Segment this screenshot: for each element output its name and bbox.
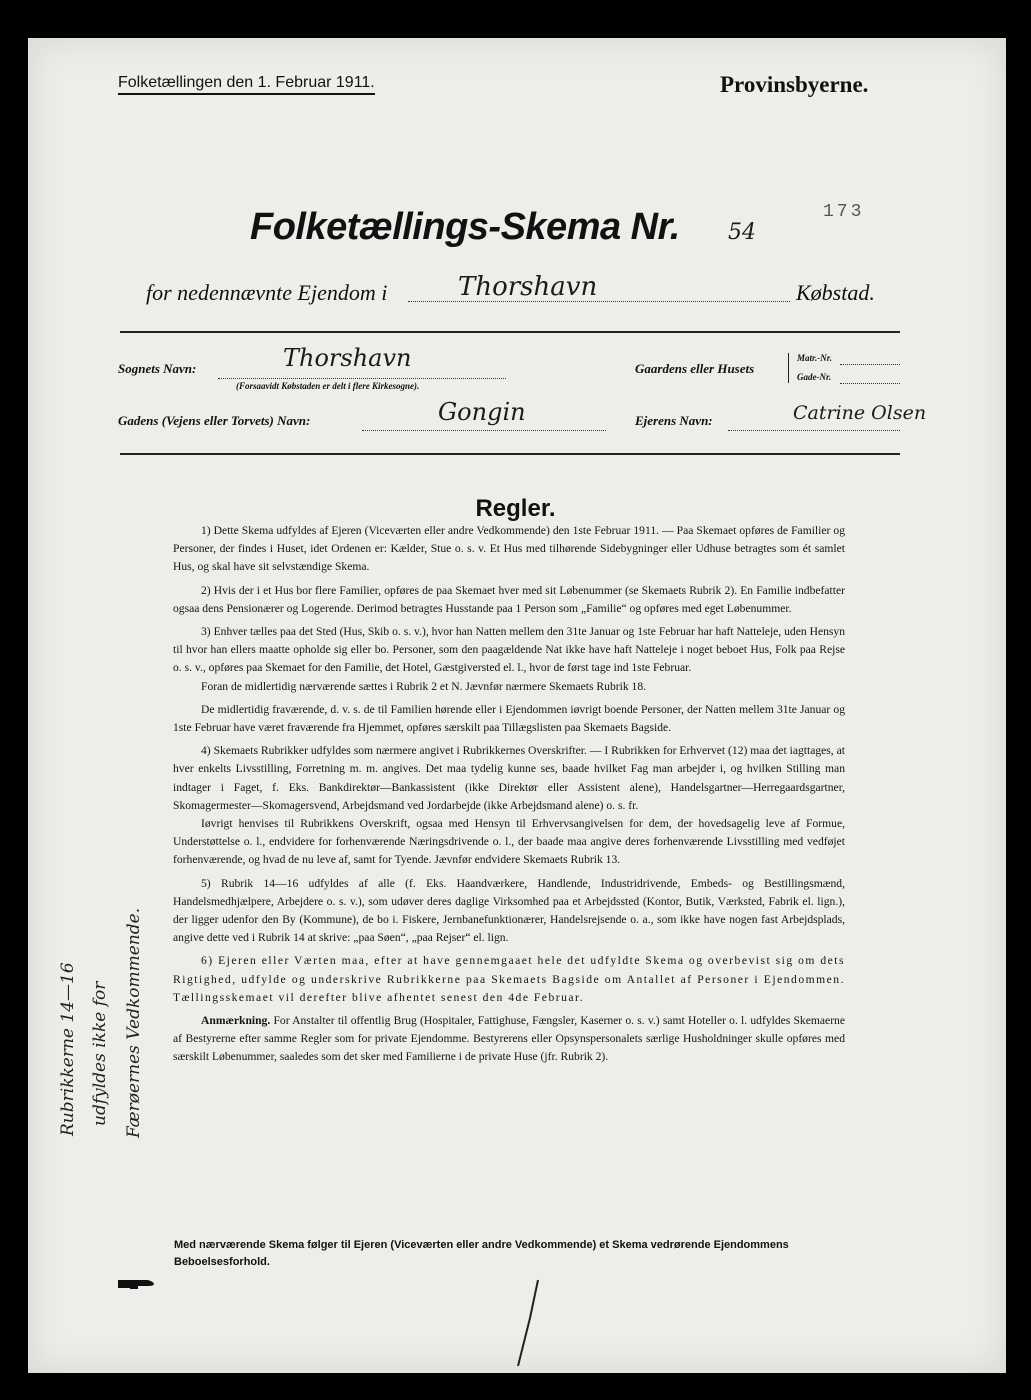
rule-4-continued: Iøvrigt henvises til Rubrikkens Overskrift, ogsaa med Hensyn til Erhvervsangivelsen for dem, der hovedsagelig leve af Formue, Understøttelse o. l., endvidere for forhenværende Næringsdrivende o. l., der baade maa angive deres forhenværende Livsstilling med vedføjet forhenværende, og hvad de nu leve af, samt for Tyende. Jævnfør endvidere Skemaets Rubrik 13.	[173, 817, 845, 867]
gade-nr-label: Gade-Nr.	[797, 372, 832, 382]
rule-4: 4) Skemaets Rubrikker udfyldes som nærmere angivet i Rubrikkernes Overskrifter. — I Rubrikken for Erhvervet (12) maa det iagttages, at hver enkelts Livsstilling, Forretning m. m. angives. Det maa tydelig kunne ses, baade hvilket Fag man arbejder i, og hvilken Stilling man indtager i Faget, f. Eks. Bankdirektør—Bankassistent (ikke Direktør eller Assistent alene), Handelsgartner—Herregaardsgartner, Skomagermester—Skomagersvend, Arbejdsmand ved Jordarbejde (ikke Arbejdsmand alene) o. s. fr.	[173, 744, 845, 812]
side-note-line-2: udfyldes ikke for	[90, 981, 110, 1126]
sogn-dotted-line	[218, 377, 506, 379]
rules-text	[173, 522, 845, 1072]
divider-top	[120, 331, 900, 333]
note-label: Anmærkning.	[201, 1014, 271, 1028]
sogn-label: Sognets Navn:	[118, 361, 197, 376]
gade-dotted-line	[362, 429, 606, 431]
ejer-dotted-line	[728, 429, 900, 431]
pen-mark	[508, 1278, 548, 1368]
rule-3: 3) Enhver tælles paa det Sted (Hus, Skib o. s. v.), hvor han Natten mellem den 31te Januar og 1ste Februar har haft Natteleje, uden Hensyn til hvor han ellers maatte opholde sig eller bo. Personer, som den paagældende Nat ikke have haft Natteleje i noget beboet Hus, Folk paa Rejse o. s. v., opføres paa Skemaet for den Familie, det Hotel, Gæstgiversted el. l., hvor de først tage ind 1ste Februar.	[173, 625, 845, 675]
gaard-label: Gaardens eller Husets	[635, 361, 755, 376]
note-text: For Anstalter til offentlig Brug (Hospitaler, Fattighuse, Fængsler, Kaserner o. s. v.) samt Hoteller o. l. udfyldes Skemaerne af Bestyrerne efter samme Regler som for private Ejendomme. Bestyrerens eller Opsynspersonalets særlige Husholdninger skulle opføres med særskilt Løbenummer, saaledes som det sker med Familierne i de private Huse (jfr. Rubrik 2).	[173, 1014, 845, 1064]
gade-nr-line	[840, 382, 900, 384]
matr-nr-line	[840, 363, 900, 365]
rule-3-n-note: Foran de midlertidig nærværende sættes i Rubrik 2 et N. Jævnfør nærmere Skemaets Rubrik 18.	[201, 679, 647, 693]
schema-number: 54	[728, 220, 756, 245]
pointing-hand-icon	[118, 1278, 156, 1290]
ejer-value: Catrine Olsen	[793, 402, 927, 424]
ejer-label: Ejerens Navn:	[635, 413, 713, 428]
sogn-note: (Forsaavidt Købstaden er delt i flere Kirkesogne).	[236, 381, 420, 391]
side-note-line-3: Færøernes Vedkommende.	[124, 907, 144, 1138]
rule-note	[173, 1012, 845, 1067]
rule-1: 1) Dette Skema udfyldes af Ejeren (Viceværten eller andre Vedkommende) den 1ste Februar 1911. — Paa Skemaet opføres de Familier og Personer, der findes i Huset, idet Ordenen er: Kælder, Stue o. s. v. Et Hus med tilhørende Sidebygninger eller Udhuse betragtes som ét samlet Hus, og skal have sit selvstændige Skema.	[173, 524, 845, 574]
gade-label: Gadens (Vejens eller Torvets) Navn:	[118, 413, 311, 428]
side-note-line-1: Rubrikkerne 14—16	[58, 962, 78, 1136]
footer-note: Med nærværende Skema følger til Ejeren (Viceværten eller andre Vedkommende) et Skema vedrørende Ejendommens Beboelsesforhold.	[174, 1239, 789, 1268]
ejendom-suffix: Købstad.	[796, 280, 875, 305]
census-date-header: Folketællingen den 1. Februar 1911.	[118, 74, 375, 95]
ejendom-label: for nedennævnte Ejendom i	[146, 280, 388, 305]
gade-value: Gongin	[438, 398, 526, 426]
form-title: Folketællings-Skema Nr.	[250, 206, 680, 248]
gaard-brace	[788, 353, 791, 383]
census-form-page	[28, 38, 1006, 1373]
sogn-value: Thorshavn	[283, 344, 412, 372]
page-stamp-number: 173	[823, 202, 865, 222]
matr-nr-label: Matr.-Nr.	[797, 353, 833, 363]
rule-2: 2) Hvis der i et Hus bor flere Familier, opføres de paa Skemaet hver med sit Løbenummer (se Skemaets Rubrik 2). En Familie indbefatter ogsaa dens Pensionærer og Logerende. Derimod betragtes Husstande paa 1 Person som „Familie“ og opføres med eget Løbenummer.	[173, 583, 845, 615]
rule-6: 6) Ejeren eller Værten maa, efter at have gennemgaaet hele det udfyldte Skema og overbevist sig om dets Rigtighed, udfylde og underskrive Rubrikkerne paa Skemaets Bagside om Antallet af Personer i Ejendommen. Tællingsskemaet vil derefter blive afhentet senest den 4de Februar.	[173, 954, 845, 1004]
rule-5: 5) Rubrik 14—16 udfyldes af alle (f. Eks. Haandværkere, Handlende, Industridrivende, Embeds- og Bestillingsmænd, Handelsmedhjælpere, Arbejdere o. s. v.), som udøver deres daglige Virksomhed paa et Arbejdssted (Kontor, Butik, Værksted, Fabrik el. lign.), der ligger udenfor den By (Kommune), de bo i. Fiskere, Jernbanefunktionærer, Handelsrejsende o. a., som ikke have nogen fast Arbejdsplads, angive dette ved i Rubrik 14 at skrive: „paa Søen“, „paa Rejser“ el. lign.	[173, 876, 845, 945]
region-header: Provinsbyerne.	[720, 72, 869, 97]
rule-3-absent-note: De midlertidig fraværende, d. v. s. de til Familien hørende eller i Ejendommen iøvrigt boende Personer, der Natten mellem 31te Januar og 1ste Februar have været fraværende fra Hjemmet, opføres særskilt paa Tillægslisten paa Skemaets Bagside.	[173, 702, 845, 735]
divider-bottom	[120, 453, 900, 455]
regler-heading: Regler.	[475, 495, 556, 522]
ejendom-value: Thorshavn	[458, 272, 598, 302]
